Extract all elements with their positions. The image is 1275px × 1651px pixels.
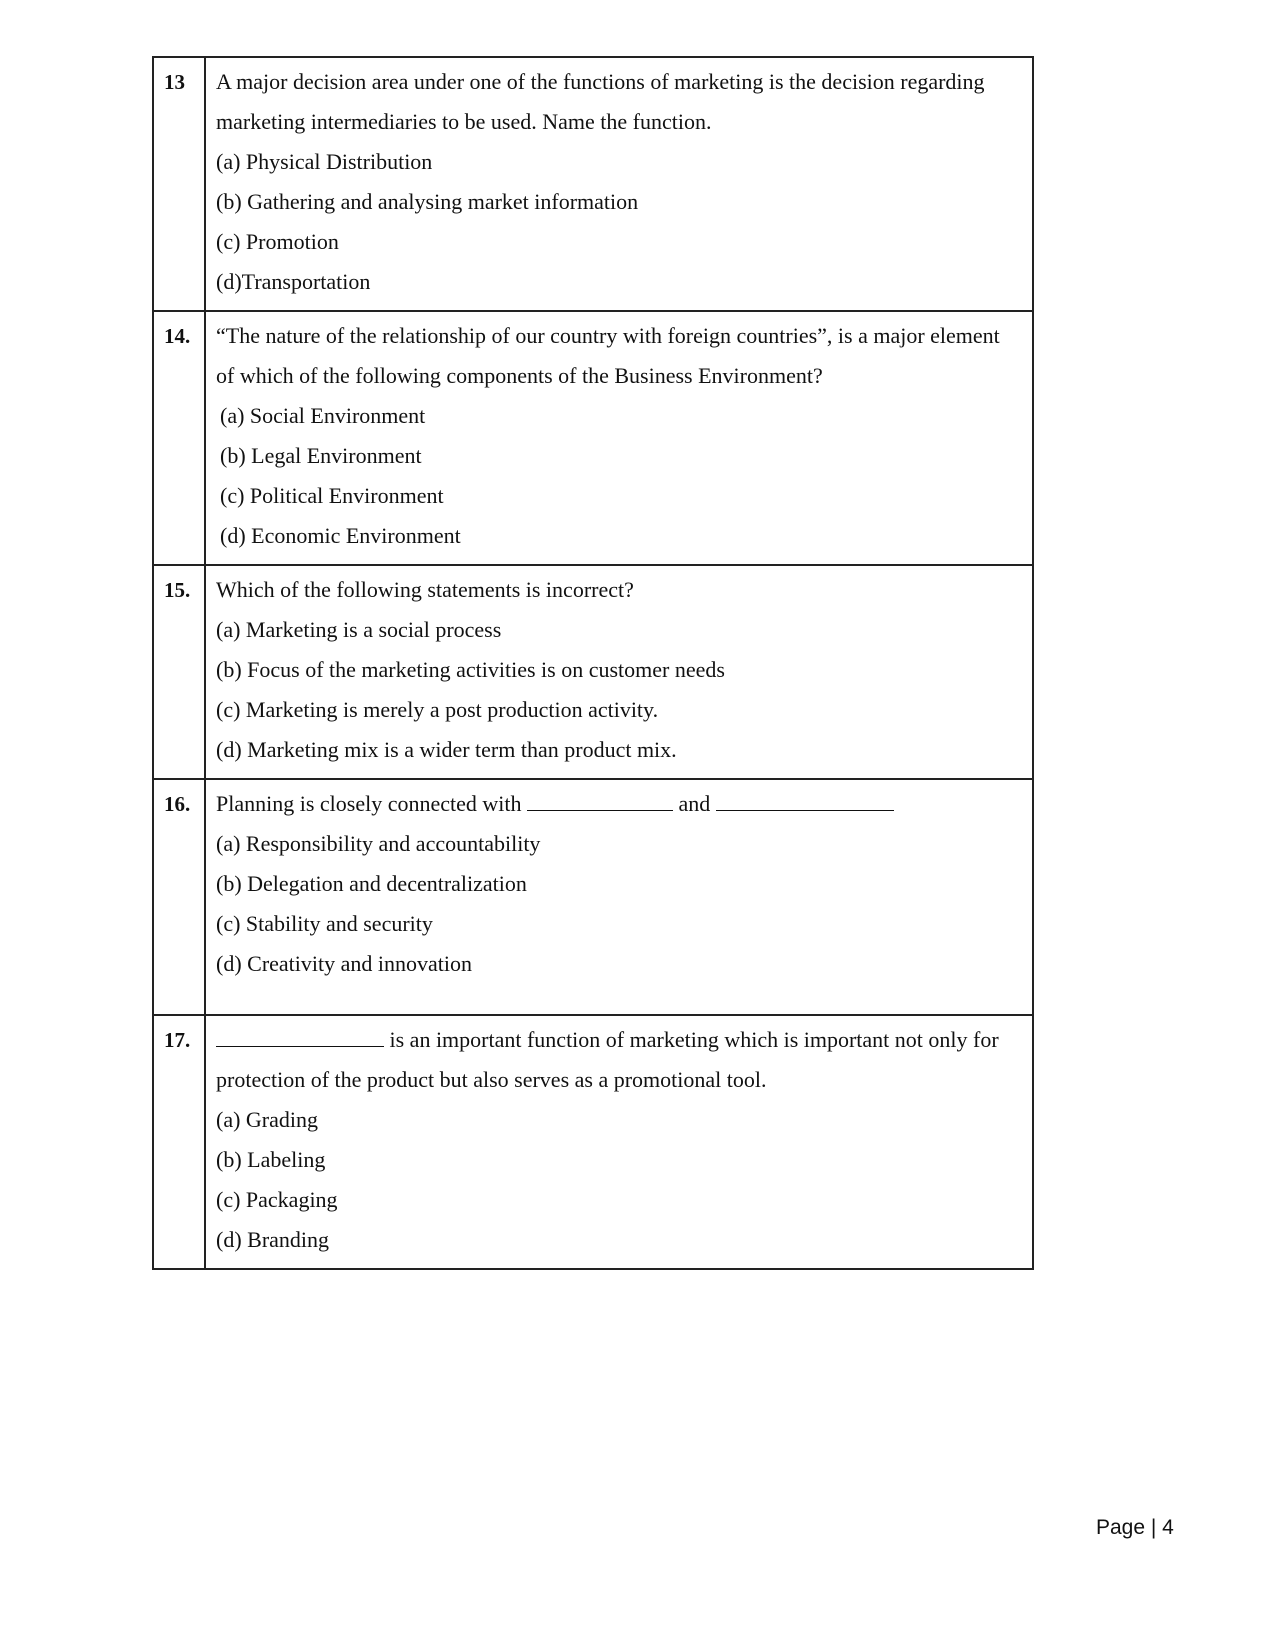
option-a: (a) Grading <box>216 1107 319 1132</box>
question-row <box>153 1015 1033 1269</box>
option-d: (d) Creativity and innovation <box>216 951 472 976</box>
option-c: (c) Political Environment <box>220 483 444 508</box>
answer-blank <box>716 788 894 811</box>
option-a: (a) Marketing is a social process <box>216 617 502 642</box>
question-text-start: Planning is closely connected with <box>216 791 522 816</box>
question-table <box>152 56 1034 1270</box>
question-text-rest: is an important function of marketing which is important not only for protection of the product but also serves as a promotional tool. <box>216 1027 999 1092</box>
option-b: (b) Delegation and decentralization <box>216 871 527 896</box>
question-text: Which of the following statements is incorrect? <box>216 577 634 602</box>
option-a: (a) Physical Distribution <box>216 149 433 174</box>
answer-blank <box>216 1024 384 1047</box>
option-c: (c) Promotion <box>216 229 339 254</box>
question-body <box>205 311 1033 565</box>
option-c: (c) Marketing is merely a post production activity. <box>216 697 659 722</box>
option-d: (d) Marketing mix is a wider term than product mix. <box>216 737 677 762</box>
question-text <box>216 1016 1022 1100</box>
option-a: (a) Social Environment <box>220 403 426 428</box>
question-number: 13 <box>153 57 205 311</box>
option-d: (d) Economic Environment <box>220 523 461 548</box>
question-text-and: and <box>678 791 711 816</box>
option-d: (d) Branding <box>216 1227 330 1252</box>
question-number: 14. <box>153 311 205 565</box>
question-body <box>205 779 1033 1015</box>
question-body <box>205 57 1033 311</box>
question-row <box>153 565 1033 779</box>
question-row <box>153 779 1033 1015</box>
answer-blank <box>527 788 673 811</box>
question-body <box>205 1015 1033 1269</box>
question-number: 17. <box>153 1015 205 1269</box>
option-a: (a) Responsibility and accountability <box>216 831 541 856</box>
question-row <box>153 311 1033 565</box>
option-c: (c) Stability and security <box>216 911 433 936</box>
option-b: (b) Legal Environment <box>220 443 422 468</box>
option-d: (d)Transportation <box>216 269 371 294</box>
question-text <box>216 780 1022 824</box>
question-text: “The nature of the relationship of our country with foreign countries”, is a major element of which of the following components of the Business Environment? <box>216 323 1000 388</box>
option-b: (b) Focus of the marketing activities is on customer needs <box>216 657 725 682</box>
question-number: 16. <box>153 779 205 1015</box>
option-b: (b) Gathering and analysing market information <box>216 189 639 214</box>
question-body <box>205 565 1033 779</box>
question-row <box>153 57 1033 311</box>
question-number: 15. <box>153 565 205 779</box>
page-number: Page | 4 <box>1096 1516 1174 1539</box>
question-text: A major decision area under one of the functions of marketing is the decision regarding marketing intermediaries to be used. Name the function. <box>216 69 985 134</box>
option-c: (c) Packaging <box>216 1187 338 1212</box>
option-b: (b) Labeling <box>216 1147 326 1172</box>
